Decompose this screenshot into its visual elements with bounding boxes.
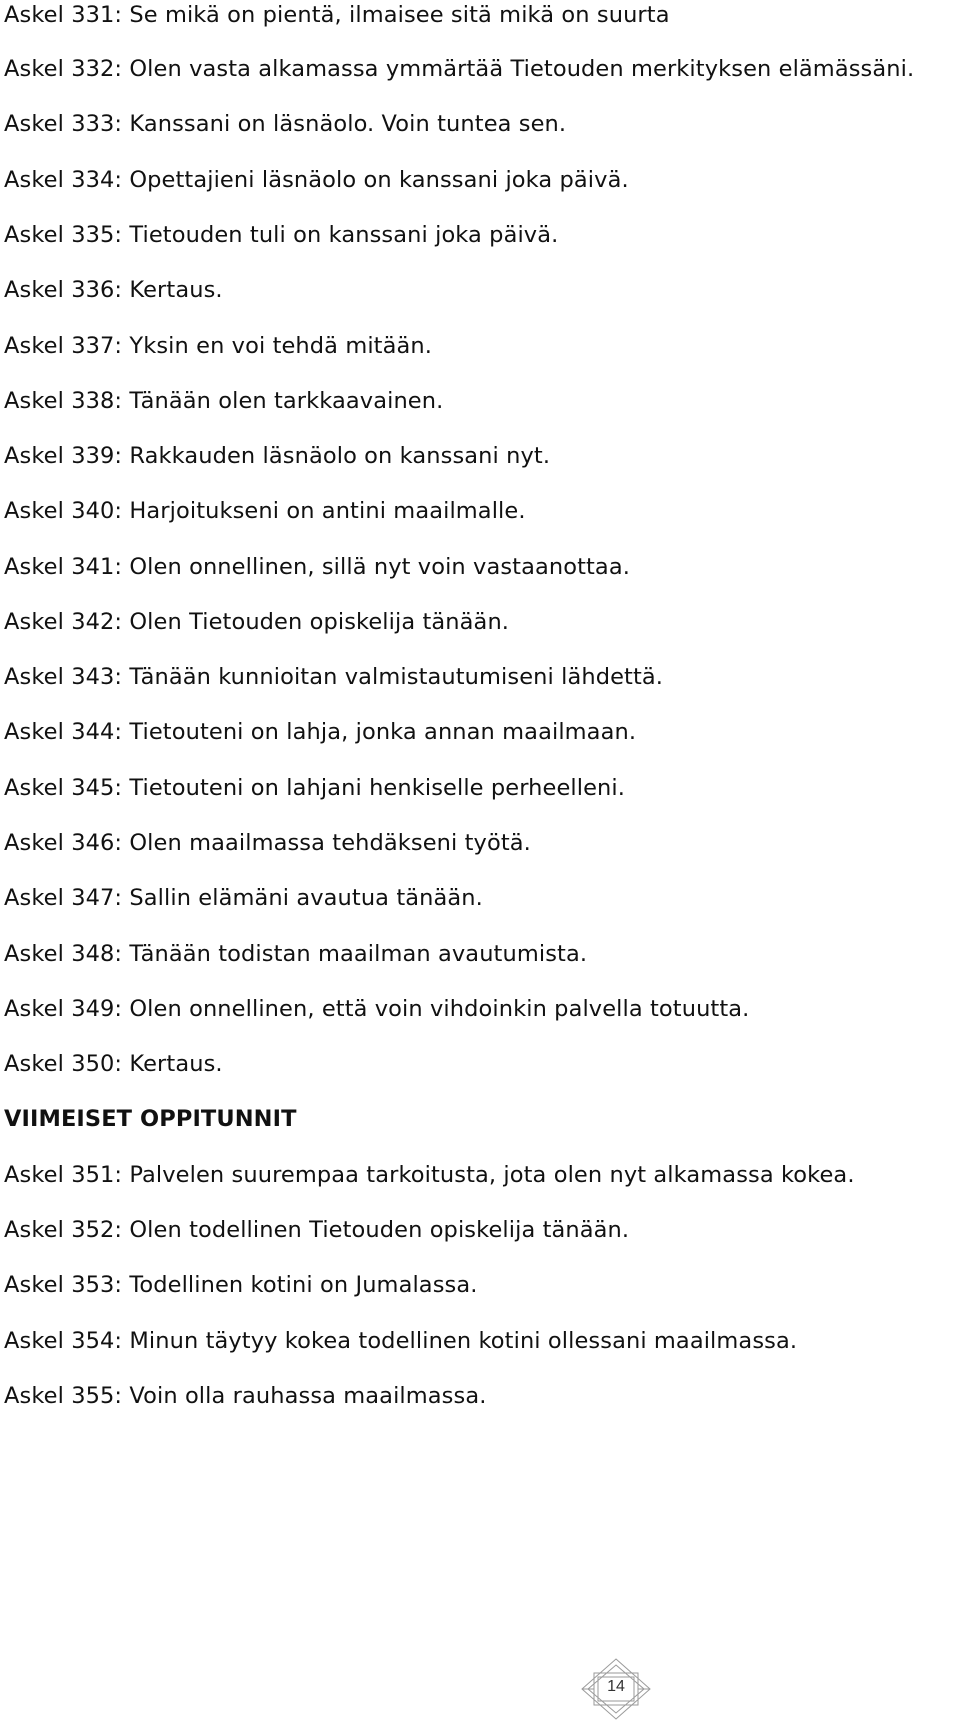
step-351-line: Askel 351: Palvelen suurempaa tarkoitusta, jota olen nyt alkamassa kokea. <box>4 1162 855 1188</box>
step-345-line: Askel 345: Tietouteni on lahjani henkiselle perheelleni. <box>4 775 626 801</box>
step-349-line: Askel 349: Olen onnellinen, että voin vihdoinkin palvella totuutta. <box>4 996 750 1022</box>
step-343-line: Askel 343: Tänään kunnioitan valmistautumiseni lähdettä. <box>4 664 664 690</box>
step-353-line: Askel 353: Todellinen kotini on Jumalassa. <box>4 1272 478 1298</box>
step-336-line: Askel 336: Kertaus. <box>4 277 223 303</box>
page-number-badge <box>580 1657 652 1721</box>
step-337-line: Askel 337: Yksin en voi tehdä mitään. <box>4 333 432 359</box>
step-352-line: Askel 352: Olen todellinen Tietouden opiskelija tänään. <box>4 1217 630 1243</box>
step-331-line: Askel 331: Se mikä on pientä, ilmaisee sitä mikä on suurta <box>4 2 670 28</box>
step-341-line: Askel 341: Olen onnellinen, sillä nyt voin vastaanottaa. <box>4 554 630 580</box>
step-347-line: Askel 347: Sallin elämäni avautua tänään. <box>4 885 483 911</box>
step-333-line: Askel 333: Kanssani on läsnäolo. Voin tuntea sen. <box>4 111 567 137</box>
page-number: 14 <box>607 1678 625 1695</box>
section-heading: VIIMEISET OPPITUNNIT <box>4 1106 297 1132</box>
step-340-line: Askel 340: Harjoitukseni on antini maailmalle. <box>4 498 526 524</box>
step-342-line: Askel 342: Olen Tietouden opiskelija tänään. <box>4 609 510 635</box>
step-355-line: Askel 355: Voin olla rauhassa maailmassa. <box>4 1383 487 1409</box>
step-348-line: Askel 348: Tänään todistan maailman avautumista. <box>4 941 588 967</box>
step-338-line: Askel 338: Tänään olen tarkkaavainen. <box>4 388 444 414</box>
step-339-line: Askel 339: Rakkauden läsnäolo on kanssani nyt. <box>4 443 551 469</box>
step-335-line: Askel 335: Tietouden tuli on kanssani joka päivä. <box>4 222 559 248</box>
step-334-line: Askel 334: Opettajieni läsnäolo on kanssani joka päivä. <box>4 167 629 193</box>
step-350-line: Askel 350: Kertaus. <box>4 1051 223 1077</box>
step-344-line: Askel 344: Tietouteni on lahja, jonka annan maailmaan. <box>4 719 637 745</box>
step-346-line: Askel 346: Olen maailmassa tehdäkseni työtä. <box>4 830 531 856</box>
step-354-line: Askel 354: Minun täytyy kokea todellinen kotini ollessani maailmassa. <box>4 1328 798 1354</box>
step-332-line: Askel 332: Olen vasta alkamassa ymmärtää Tietouden merkityksen elämässäni. <box>4 56 915 82</box>
